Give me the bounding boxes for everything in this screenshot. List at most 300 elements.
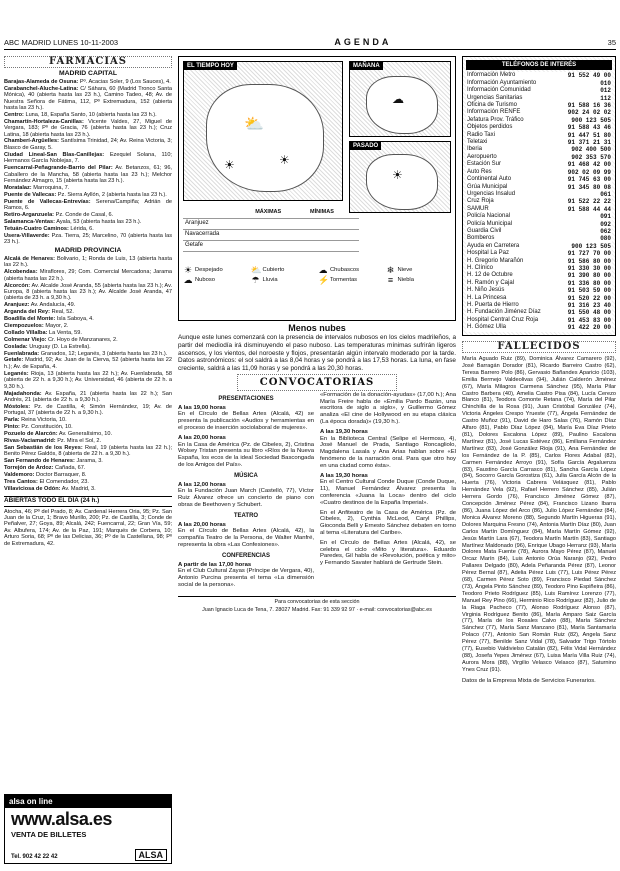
phone-row (466, 80, 612, 87)
pharmacy-address: Isla Saboya, 4. (56, 316, 94, 323)
zone-name: Fuenlabrada: (4, 350, 40, 357)
phone-row (466, 324, 612, 331)
pharmacy-address: Uruguay (D. La Estrella). (29, 343, 91, 350)
phone-number: 062 (600, 227, 611, 235)
phone-row (466, 176, 612, 183)
event-time: A las 12,00 horas (178, 481, 226, 488)
weather-icon: ☂ (251, 275, 260, 286)
list-item (4, 371, 172, 390)
phone-name: Grúa Municipal (467, 183, 508, 190)
list-item (4, 391, 172, 404)
zone-name: Pinto: (4, 424, 20, 431)
zone-name: Leganés: (4, 370, 29, 377)
temperature-table (183, 207, 359, 252)
convocatorias-left (178, 392, 314, 592)
min-header: MÍNIMAS (308, 207, 359, 218)
phone-number: 91 745 63 00 (567, 176, 611, 184)
zone-name: Majadahonda: (4, 390, 42, 397)
phone-name: Oficina de Turismo (467, 102, 518, 109)
phone-row (466, 109, 612, 116)
alsa-logo: ALSA (135, 849, 168, 861)
phone-number: 91 447 51 80 (567, 131, 611, 139)
phone-row (466, 317, 612, 324)
day-after-label: PASADO (350, 142, 381, 150)
list-item (4, 438, 172, 444)
list-item (4, 465, 172, 471)
event-text: En la Fundación Juan March (Castelló, 77), Víctor Ruiz Álvarez ofrece un concierto de piano con obras de Beethoven y Schubert. (178, 488, 314, 508)
zone-name: Boadilla del Monte: (4, 316, 56, 323)
event-time: A partir de las 17,00 horas (178, 561, 252, 568)
category-heading: PRESENTACIONES (218, 395, 274, 402)
pharmacy-address: Real, 19 (abierta hasta las 22 h.); Benito Pérez Galdós, 8 (abierta de 22 h. a 9,30 h.). (4, 444, 172, 458)
list-item (4, 316, 172, 322)
legend-label: Despejado (195, 267, 223, 273)
zone-name: Ciudad Lineal-San Blas-Canillejas: (4, 151, 105, 158)
zone-name: Puente de Vallecas: (4, 191, 57, 198)
zone-name: Colmenar Viejo: (4, 336, 47, 343)
pharmacy-address: Pz. Mira el Sol, 2. (57, 437, 102, 444)
phone-number: 91 550 48 00 (567, 309, 611, 317)
zone-name: Chamberí-Argüelles: (4, 138, 60, 145)
phone-row (466, 295, 612, 302)
zone-name: Collado Villalba: (4, 329, 48, 336)
phone-row (466, 280, 612, 287)
zone-name: Getafe: (4, 357, 24, 364)
legend-label: Chubascos (330, 267, 360, 273)
phone-row (466, 250, 612, 257)
phone-row (466, 243, 612, 250)
pharmacy-address: Serena/Campiña; Adrián de Ramos, 6. (4, 198, 172, 212)
phone-number: 012 (600, 87, 611, 95)
event-text: En el Círculo de Bellas Artes (Alcalá, 42), la compañía Teatro de la Persona, de Walter Manfré, representa la obra «Las Confesiones». (178, 528, 314, 548)
event-time: A las 19,30 horas (320, 428, 368, 435)
phone-name: Urgencias Insalud (467, 190, 516, 197)
list-item (4, 417, 172, 423)
phone-name: H. Gómez Ulla (467, 324, 507, 331)
phone-row (466, 258, 612, 265)
phone-row (466, 235, 612, 242)
list-item (4, 445, 172, 458)
category-heading: MÚSICA (234, 472, 258, 479)
list-item (4, 283, 172, 302)
phone-name: Policía Municipal (467, 220, 513, 227)
phone-name: H. Ramón y Cajal (467, 279, 515, 286)
pharmacy-address: Av. España, 21 (abierta hasta las 22 h.); San Andrés, 21 (abierta de 22 h. a 9,30 h.). (4, 390, 172, 403)
alsa-advertisement[interactable] (4, 794, 172, 864)
zone-name: Villaviciosa de Odón: (4, 485, 61, 492)
zone-name: Moratalaz: (4, 184, 32, 191)
legend-item (386, 267, 452, 273)
phone-row (466, 309, 612, 316)
pharmacy-address: Real, 52. (51, 309, 74, 316)
phone-name: Hospital Central Cruz Roja (467, 316, 539, 323)
phone-row (466, 124, 612, 131)
phones-list (466, 72, 612, 331)
list-item (4, 219, 172, 225)
zone-name: Salamanca-Ventas: (4, 218, 55, 225)
pharmacy-address: Rioja, 13 (abierta hasta las 22 h.); Av. Fuenlabrada, 58 (abierta de 22 h. a 9,30 h.); Av. Universidad, 46 (abierta de 22 h. a 9,30 h.). (4, 370, 172, 390)
phone-row (466, 191, 612, 198)
phone-number: 91 727 70 00 (567, 250, 611, 258)
deaths-footer: Datos de la Empresa Mixta de Servicios Funerarios. (462, 677, 596, 684)
phone-number: 91 468 42 00 (567, 161, 611, 169)
weather-legend (183, 267, 451, 284)
cloud-icon: ☁ (392, 92, 404, 106)
sun-cloud-icon: ⛅ (244, 116, 264, 133)
zone-name: Torrejón de Ardoz: (4, 464, 54, 471)
phone-number: 91 336 80 00 (567, 279, 611, 287)
max-header: MÁXIMAS (253, 207, 308, 218)
phone-name: Información Metro (467, 72, 516, 79)
zone-name: Coslada: (4, 343, 28, 350)
table-row: Aranjuez (183, 218, 359, 229)
phone-row (466, 302, 612, 309)
phone-number: 900 123 505 (571, 242, 611, 250)
phone-name: Guardia Civil (467, 227, 502, 234)
legend-item (251, 267, 317, 273)
ad-top-label: alsa on line (5, 795, 171, 808)
weather-headline: Menos nubes (288, 323, 346, 333)
zone-name: Aranjuez: (4, 302, 30, 309)
zone-name: Alcorcón: (4, 282, 31, 289)
pharmacy-address: Marroquina, 7. (33, 184, 70, 191)
list-item (4, 479, 172, 485)
phone-number: 061 (600, 190, 611, 198)
pharmacy-address: Pz. Conde de Casal, 6. (55, 211, 114, 218)
phone-name: Información Ayuntamiento (467, 79, 537, 86)
legend-label: Niebla (397, 277, 414, 284)
page-header (4, 36, 616, 48)
list-item (4, 424, 172, 430)
pharmacies-title: FARMACIAS (4, 56, 172, 68)
event-text: En la Casa de América (Pz. de Cibeles, 2), Cristina Wolsey Tristan presenta su libro «Ríos de la Nueva España, los ecos de la ideal Sociedad Bascongada de los Amigos del País». (178, 441, 314, 468)
category-heading: TEATRO (233, 512, 259, 519)
sun-icon: ☀ (392, 168, 403, 182)
event-time: A las 19,00 horas (178, 404, 226, 411)
zone-name: Pozuelo de Alarcón: (4, 430, 58, 437)
list-item (4, 458, 172, 464)
pharmacy-address: La Venta, 59. (48, 329, 82, 336)
zone-name: Tetuán-Cuatro Caminos: (4, 225, 69, 232)
phone-number: 902 24 02 02 (567, 109, 611, 117)
legend-label: Cubierto (262, 267, 285, 273)
pharmacy-address: Ezequiel Solana, 110; Hermanos García Noblejas, 7. (4, 151, 172, 165)
phone-row (466, 213, 612, 220)
phone-number: 91 520 22 00 (567, 294, 611, 302)
table-row: Navacerrada (183, 229, 359, 240)
phone-row (466, 272, 612, 279)
sun-icon: ☀ (224, 158, 235, 172)
pharmacy-address: Av. Madrid, 3. (61, 485, 96, 492)
zone-name: Centro: (4, 111, 24, 118)
phone-number: 91 588 44 44 (567, 205, 611, 213)
legend-label: Nieve (397, 267, 413, 273)
list-item (4, 431, 172, 437)
legend-item (386, 275, 452, 286)
weather-icon: ☁ (318, 265, 328, 275)
list-item (4, 185, 172, 191)
ad-url: www.alsa.es (11, 809, 112, 829)
phone-number: 91 345 80 08 (567, 183, 611, 191)
header-edition: ABC MADRID LUNES 10-11-2003 (4, 37, 119, 47)
phone-number: 91 316 23 40 (567, 302, 611, 309)
list-item (4, 472, 172, 478)
phone-row (466, 228, 612, 235)
list-item (4, 233, 172, 246)
legend-label: Nuboso (195, 277, 215, 284)
pharmacy-address: Cr. Hoyo de Manzanares, 2. (48, 336, 118, 343)
phone-name: SAMUR (467, 205, 489, 212)
phone-number: 91 503 59 00 (567, 287, 611, 295)
phone-number: 91 588 16 36 (567, 102, 611, 110)
phones-title: TELÉFONOS DE INTERÉS (466, 60, 612, 70)
convocatorias-contact: Juan Ignacio Luca de Tena, 7. 28027 Madrid. Fax: 91 339 92 97 · e-mail: convocatorias@abc.es (202, 607, 432, 614)
pharmacy-address: Ayala, 53 (abierta hasta las 23 h.). (56, 218, 142, 225)
list-item (4, 357, 172, 370)
header-rule (4, 49, 616, 50)
phone-number: 91 371 21 31 (567, 139, 611, 147)
event-time: A las 20,00 horas (178, 521, 226, 528)
phone-name: Bomberos (467, 235, 495, 242)
zone-name: Alcobendas: (4, 269, 38, 276)
deaths-title: FALLECIDOS (462, 341, 616, 353)
pharmacy-address: Pz. Constitución, 10. (21, 424, 73, 431)
phone-row (466, 265, 612, 272)
list-item (4, 486, 172, 492)
province-list (4, 256, 172, 492)
event-text: En el Círculo de Bellas Artes (Alcalá, 42), se celebra el ciclo «Mito y literatura». Eduardo Paredes, Gil habla de «Revolución, poética y mito» y Fernando Savater hablará de Gertrude Stein. (320, 539, 456, 567)
pharmacy-address: Jarama, 3. (76, 458, 103, 465)
list-item (4, 323, 172, 329)
event-text: En el Círculo de Bellas Artes (Alcalá, 42) se presenta la publicación «Audios y herramientas en el proceso de inserción sociolaboral de mujeres». (178, 411, 314, 431)
pharmacy-address: Av. Alcalde José Aranda, 55 (abierta hasta las 23 h.); Av. Europa, 8 (abierta hasta las 23 h.); Av. Alcalde José Aranda, 47 (abierta de 23 h. a 9,30 h.). (4, 282, 172, 302)
phone-name: Radio Taxi (467, 131, 495, 138)
zone-name: Parla: (4, 417, 20, 424)
capital-list (4, 79, 172, 246)
legend-label: Tormentas (330, 277, 358, 284)
tomorrow-map-panel (349, 61, 451, 137)
phone-number: 902 400 500 (571, 146, 611, 154)
phone-name: H. Fundación Jiménez Díaz (467, 309, 541, 316)
day-after-map-panel (349, 141, 451, 213)
phone-name: Policía Nacional (467, 213, 511, 220)
zone-name: San Fernando de Henares: (4, 458, 75, 465)
pharmacy-address: El Comendador, 23. (39, 478, 89, 485)
pharmacy-address: Av. Betanzos, 61; 96, Caballero de la Mancha, 58 (abierta hasta las 23 h.); Melchor Fernández Almagro, 15 (abierta hasta las 23 h.). (4, 165, 172, 184)
phone-name: Iberia (467, 146, 483, 153)
list-item (4, 212, 172, 218)
pharmacy-address: Pz. de Castilla, 4; Simón Hernández, 19; Av. de Portugal, 37 (abierta de 22 h. a 9,30 h.). (4, 403, 172, 417)
phone-number: 91 422 20 00 (567, 324, 611, 332)
all-day-title: ABIERTAS TODO EL DÍA (24 h.) (4, 496, 172, 506)
pharmacy-address: Doctor Barraquer, 8. (36, 471, 87, 478)
pharmacy-address: Luna, 18, España Santo, 10 (abierta hasta las 23 h.). (25, 111, 157, 118)
pharmacy-address: Granados, 12; Leganés, 3 (abierta hasta las 23 h.). (40, 350, 168, 357)
madrid-map-day-after (366, 154, 438, 210)
list-item (4, 199, 172, 212)
zone-name: Retiro-Arganzuela: (4, 211, 55, 218)
pharmacy-address: Santísima Trinidad, 24; Av. Reina Victoria, 3; Blasco de Garay, 5. (4, 138, 172, 151)
ad-phone: Tel. 902 42 22 42 (11, 854, 58, 860)
phone-number: 91 453 83 00 (567, 316, 611, 324)
weather-icon: ☁ (183, 275, 193, 286)
event-text: En el Centro Cultural Conde Duque (Conde Duque, 11), Manuel Fernández Álvarez presenta la conferencia «Juana la Loca» dentro del ciclo «Cuatro destinos de la España Imperial». (320, 479, 456, 506)
list-item (4, 112, 172, 118)
zone-name: Arganda del Rey: (4, 309, 51, 316)
phone-number: 091 (600, 213, 611, 221)
list-item (4, 337, 172, 343)
list-item (4, 226, 172, 232)
phone-row (466, 154, 612, 161)
today-label: EL TIEMPO HOY (184, 62, 237, 70)
convocatorias-right (320, 392, 456, 592)
phone-name: Aeropuerto (467, 153, 497, 160)
phone-row (466, 169, 612, 176)
phone-name: H. 12 de Octubre (467, 272, 513, 279)
list-item (4, 309, 172, 315)
list-item (4, 165, 172, 184)
phone-name: H. Gregorio Marañón (467, 257, 524, 264)
phone-number: 91 390 80 00 (567, 272, 611, 280)
weather-box (178, 56, 456, 321)
zone-name: Ciempozuelos: (4, 322, 44, 329)
phone-number: 91 522 22 22 (567, 198, 611, 206)
zone-name: Chamartín-Hortaleza-Canillas: (4, 118, 84, 125)
phone-name: H. Puerta de Hierro (467, 302, 519, 308)
deaths-list: María Aguado Ruiz (89), Dominica Álvarez Camarero (92), José Barragán Dorador (81), Ricardo Barreiro Castro (62), Teresa Barrero Polo (86), Gervasio Bañandes Aparicio (103), Emilia Bermejo Valdeolivas (94), Julián Calderón Jiménez (67), María Milagros Carmena Sánchez (95), María Pilar Castro Barbera (40), Amelia Castro Pisa (84), Lucía Cerezo Blanco (81), Teodora Comonte Retana (74), María del Pilar Chinchilla de la Rosa (91), Juan Cristóbal González (74), Victoria Ángeles Crespo Yrueste (77), Ángela Fernández de Castro Muñoz (91), David de Haro Salas (76), Ramón Díaz Alfaro (81), Pablo Díaz López (84), María Eva Díaz Prieto (81), Dolores Escalona López (89), Paulino Escalona Martínez (81), José Lucas Estévez (86), Emiliana Fernández Martínez (83), José González Rioja (91), Ana Fernández de los Fernández de la P. (85), Carlos Flores Adabal (82), Carmen Fernández Arroyo (91), Sofía García Argaluenza (83), Faustino García Carrasco (81), Sancha García López (84), Socorro García Gorostiza (61), Julia García Alcón de la Huerta (76), Victoria Cabrera Velásquez (81), Pablo Hernández Vela (92), Rafael Herrero Sánchez (85), Julián Herrera Gordo (76), Francisco Jiménez Gómez (87), Concepción Jiménez Pérez (84), Francisco Lizano Ibarra (86), Juana López del Arco (86), Julio López Fernández (84), Monica Álvarez Moreno (88), Segundo Martín Higueras (91), Dolores Marquina Fresno (74), Antonia Martín Díaz (80), Juan Carlos Martín Domínguez (84), María Martín Gómez (92), Jesús Martín Lara (67), Teodora Martín Martín (83), Santiago Martínez Maldonado (96), Enrique Ubago Herranz (93), María Dolores Mata Fuente (78), Aurora Mayo Pérez (87), Manuel Orcaz Marín (84), Luis Antonio Orúa Naranjo (92), Pedro Pallares Delgado (80), Adela Peñaranda Pérez (87), Leonor Pérez Bernal (87), Adelia Pérez Luis (77), Luis Pérez Pérez (68), Carmen Pérez Soto (89), Francisco Piedad Sánchez (73), Ángela Pinto Sánchez (89), Teodoro Pino Espiñeira (86), Teodoro Prieto Rodríguez (85), Luis Ramírez Lorenzo (77), Manuel Rey Pino (66), Herminio Rico Rodríguez (82), Julio de la Riaga Pacheco (77), Alonso Rodríguez Alonso (87), Virginia Rodríguez Benito (86), María Amparo Saiz García (77), María de los Rosales Calvo (88), María Sánchez Sánchez (77), María Sanz Manzano (81), María Santamaría Polaco (77), Antonio San Román Ruiz (82), Angela Sanz Pérez (77), Benilde Sanz Vidal (78), Salvador Trigo Tórtolo (77), Eusebio Valdivielso Catalán (82), Félix Vidal Hernández (88), Josefa Yepes Jiménez (67), Luisa María Villa Ruiz (74), Aurora Mora (88), Virgilio Velasco Velasco (87), Saturnino Ynes Cruz (91). (462, 356, 616, 673)
phone-number: 91 552 49 00 (567, 72, 611, 80)
phone-name: Continental Auto (467, 176, 512, 183)
phone-row (466, 161, 612, 168)
zone-name: San Sebastián de los Reyes: (4, 444, 83, 451)
list-item (4, 404, 172, 417)
event-time: A las 20,00 horas (178, 434, 226, 441)
zone-name: Móstoles: (4, 403, 31, 410)
phone-number: 902 353 570 (571, 153, 611, 161)
convocatorias-title: CONVOCATORIAS (178, 380, 456, 387)
zone-name: Valdemoro: (4, 471, 35, 478)
pharmacy-address: Bolivario, 1; Ronda de Luis, 13 (abierta hasta las 22 h.). (4, 255, 172, 269)
category-heading: CONFERENCIAS (221, 552, 270, 559)
weather-icon: ≡ (387, 275, 394, 286)
phone-row (466, 72, 612, 79)
list-item (4, 192, 172, 198)
convocatorias-body (178, 392, 456, 592)
phone-number: 112 (600, 94, 611, 102)
zone-name: Fuencarral-Peñagrande-Barrio del Pilar: (4, 165, 113, 172)
pharmacy-address: Av. Generalísimo, 10. (58, 430, 113, 437)
phone-name: Teletaxi (467, 139, 488, 146)
phone-number: 91 330 30 00 (567, 264, 611, 272)
phone-name: Urgencias Sanitarias (467, 94, 523, 101)
zone-name: Carabanchel-Aluche-Latina: (4, 85, 79, 92)
list-item (4, 269, 172, 282)
phone-row (466, 102, 612, 109)
phone-number: 010 (600, 79, 611, 87)
phone-name: H. Clínico (467, 264, 494, 271)
zone-name: Usera-Villaverde: (4, 232, 50, 239)
pharmacy-address: Reina Victoria, 10. (21, 417, 67, 424)
pharmacies-column (4, 56, 172, 856)
phone-name: H. Niño Jesús (467, 287, 505, 294)
phone-row (466, 198, 612, 205)
phone-name: Estación Sur (467, 161, 502, 168)
pharmacy-address: C/ Sáhara, 60 (Madrid Tronco Santa Mónica), 40 (abierta hasta las 23 h.), Camino Tadeo, 48; Av. de Nuestra Señora de Fátima, 112, Pº Extremadura, 152 (abierta hasta las 23 h.). (4, 85, 172, 111)
phone-row (466, 95, 612, 102)
list-item (4, 344, 172, 350)
zone-name: Alcalá de Henares: (4, 255, 55, 262)
event-text: En el Anfiteatro de la Casa de América (Pz. de Cibeles, 2), Cynthia McLeod, Caryl Phillips, Gioconda Belli y Ernesto Sánchez debaten en torno al tema «Literatura del Caribe». (320, 509, 456, 536)
phone-row (466, 139, 612, 146)
table-row: Getafe (183, 240, 359, 251)
phone-number: 092 (600, 220, 611, 228)
phone-name: Cruz Roja (467, 198, 494, 205)
pharmacy-address: Pz. Sierra Ayllón, 2 (abierta hasta las 23 h.). (57, 191, 167, 198)
pharmacy-address: Mayor, 2. (45, 322, 69, 329)
list-item (4, 256, 172, 269)
convocatorias-footer: Para convocatorias de esta sección (178, 596, 456, 605)
phone-number: 080 (600, 235, 611, 243)
phone-name: Información RENFE (467, 109, 521, 116)
pharmacy-address: Cañada, 67. (54, 464, 86, 471)
madrid-map-today (206, 84, 324, 192)
list-item (4, 302, 172, 308)
phone-number: 91 588 43 46 (567, 124, 611, 132)
zone-name: Puente de Vallecas-Entrevías: (4, 198, 91, 205)
sun-icon: ☀ (279, 153, 290, 167)
capital-title: MADRID CAPITAL (58, 70, 118, 78)
phone-number: 91 586 80 00 (567, 257, 611, 265)
weather-icon: ☀ (183, 265, 193, 275)
phone-row (466, 146, 612, 153)
legend-item (318, 275, 384, 286)
list-item (4, 79, 172, 85)
today-map-panel (183, 61, 343, 201)
phone-row (466, 184, 612, 191)
pharmacy-address: Lérida, 6. (70, 225, 94, 232)
weather-icon: ❄ (386, 265, 395, 275)
list-item (4, 351, 172, 357)
page-number: 35 (607, 37, 616, 47)
weather-icon: ⛅ (250, 265, 262, 275)
phone-row (466, 287, 612, 294)
zone-name: Tres Cantos: (4, 478, 38, 485)
phone-number: 900 123 505 (571, 116, 611, 124)
list-item (4, 119, 172, 138)
phone-name: H. La Princesa (467, 294, 507, 301)
pharmacy-address: Madrid, 92; Av. Juan de la Cierva, 52 (abierta hasta las 22 h.); Av. de España, 4. (4, 357, 172, 370)
phone-row (466, 87, 612, 94)
phone-row (466, 221, 612, 228)
all-day-list: Atocha, 46; Pº del Prado, 8; Av. Cardenal Herrera Oria, 95; Pz. San Juan de la Cruz, 1; Bravo Murillo, 200; Pz. de Castilla, 3; Conde de Peñalver, 27; Goya, 89; Alcalá, 242; Fuencarral, 22; Gran Vía, 59; Av. Albufera, 174; Av. de la Paz, 191; Marqués de Corbera, 10; Arturo Soria, 68; Pº de las Delicias, 36; Pº de la Castellana, 98; Pº de Extremadura, 42. (4, 508, 172, 547)
zone-name: Rivas-Vaciamadrid: (4, 437, 56, 444)
phone-number: 902 02 09 99 (567, 168, 611, 176)
pharmacy-address: Av. Andalucía, 49. (30, 302, 76, 309)
list-item (4, 330, 172, 336)
phone-name: Auto Res (467, 168, 492, 175)
section-title: AGENDA (334, 37, 392, 47)
province-title: MADRID PROVINCIA (54, 247, 122, 255)
pharmacy-address: Pº. Acacias Soler, 9 (Los Sauces), 4. (79, 78, 171, 85)
phone-row (466, 117, 612, 124)
pharmacy-address: Pza. Tierra, 25; Marcelino, 70 (abierta hasta las 23 h.). (4, 232, 172, 246)
phone-name: Hospital La Paz (467, 250, 510, 257)
event-text: En la Biblioteca Central (Selipe el Hermoso, 4), José Manuel de Prada, Santiago Roncagliolo, Magdalena Lasala y Ana Arias hablan sobre «El fenómeno de la narración oral. Para que otro hoy en una ciudad como ésta». (320, 435, 456, 469)
list-item (4, 86, 172, 112)
phone-row (466, 132, 612, 139)
center-column (178, 56, 456, 856)
right-column (462, 56, 616, 856)
